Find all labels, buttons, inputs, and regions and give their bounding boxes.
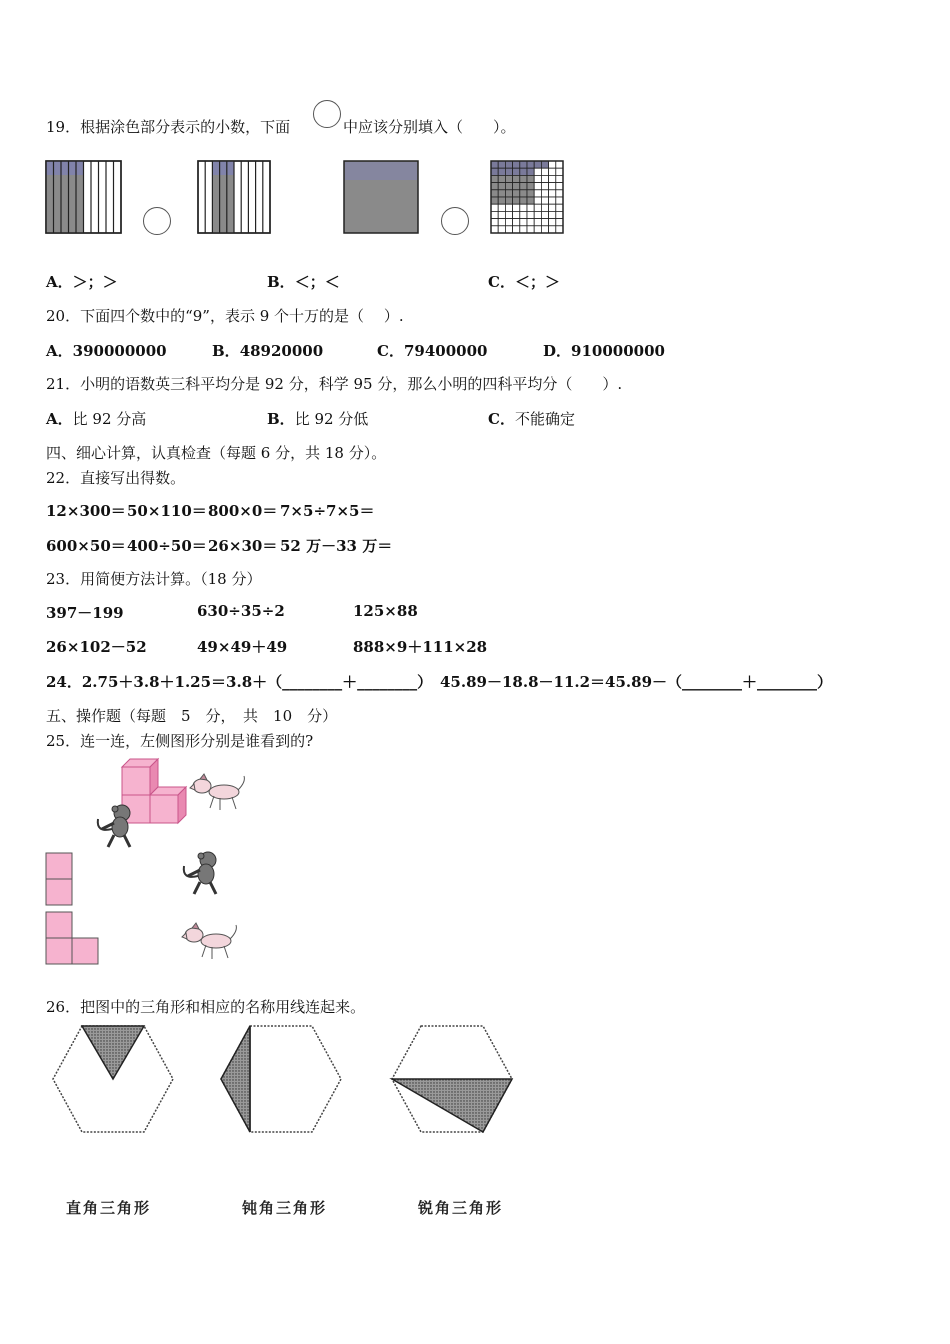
q21-option-a[interactable]: A．比 92 分高 <box>46 410 147 428</box>
grid-cell <box>549 219 556 226</box>
grid-cell <box>520 168 527 175</box>
grid-cell <box>534 197 541 204</box>
grid-cell <box>520 197 527 204</box>
grid-cell <box>498 175 505 182</box>
q21-option-c[interactable]: C．不能确定 <box>488 410 575 428</box>
q21-stem: 21．小明的语数英三科平均分是 92 分，科学 95 分，那么小明的四科平均分（ ）. <box>46 375 623 393</box>
hexagon-acute-triangle <box>391 1025 513 1133</box>
dog-icon <box>190 772 248 814</box>
grid-cell <box>556 226 563 233</box>
grid-cell <box>491 197 498 204</box>
q22-item: 7×5÷7×5＝ <box>280 502 375 520</box>
grid-cell <box>520 183 527 190</box>
grid-cell <box>505 183 512 190</box>
grid-cell <box>498 219 505 226</box>
view-l-shape <box>46 912 98 964</box>
grid-cell <box>527 168 534 175</box>
grid-cell <box>527 175 534 182</box>
grid-cell <box>520 204 527 211</box>
q24-part-2: 45.89－18.8－11.2＝45.89－（________＋________） <box>440 673 833 691</box>
hexagon-obtuse-triangle <box>220 1025 342 1133</box>
grid-cell <box>505 226 512 233</box>
grid-cell <box>549 183 556 190</box>
grid-cell <box>534 211 541 218</box>
grid-cell <box>498 161 505 168</box>
grid-cell <box>541 183 548 190</box>
grid-cell <box>520 211 527 218</box>
grid-cell <box>498 226 505 233</box>
grid-cell <box>505 190 512 197</box>
q22-item: 600×50＝ <box>46 537 126 555</box>
grid-cell <box>505 168 512 175</box>
q20-option-d[interactable]: D．910000000 <box>543 342 665 360</box>
figure-whole <box>344 161 418 233</box>
grid-cell <box>549 190 556 197</box>
grid-cell <box>513 183 520 190</box>
grid-cell <box>527 204 534 211</box>
q23-stem: 23．用简便方法计算。（18 分） <box>46 570 262 588</box>
grid-cell <box>534 204 541 211</box>
grid-cell <box>491 161 498 168</box>
monkey-icon <box>182 850 228 896</box>
grid-cell <box>513 197 520 204</box>
grid-cell <box>520 219 527 226</box>
q22-item: 50×110＝ <box>127 502 207 520</box>
grid-cell <box>541 197 548 204</box>
grid-cell <box>491 226 498 233</box>
q19-stem: 19．根据涂色部分表示的小数，下面 <box>46 118 291 136</box>
grid-cell <box>541 226 548 233</box>
grid-cell <box>527 226 534 233</box>
grid-cell <box>556 168 563 175</box>
grid-cell <box>498 190 505 197</box>
q23-item: 630÷35÷2 <box>197 602 285 620</box>
grid-cell <box>520 175 527 182</box>
grid-cell <box>491 190 498 197</box>
figure-tenths-a <box>46 161 121 233</box>
grid-cell <box>549 204 556 211</box>
q23-item: 26×102－52 <box>46 638 147 656</box>
grid-cell <box>541 204 548 211</box>
figure-hundredths <box>491 161 563 233</box>
q21-option-b[interactable]: B．比 92 分低 <box>267 410 369 428</box>
q23-item: 49×49＋49 <box>197 638 288 656</box>
grid-cell <box>505 175 512 182</box>
grid-cell <box>491 211 498 218</box>
grid-cell <box>541 168 548 175</box>
q26-stem: 26．把图中的三角形和相应的名称用线连起来。 <box>46 998 366 1016</box>
grid-cell <box>556 219 563 226</box>
blank-circle <box>313 100 341 128</box>
q25-stem: 25．连一连，左侧图形分别是谁看到的? <box>46 732 314 750</box>
grid-cell <box>534 161 541 168</box>
compare-circle-1[interactable] <box>143 207 171 235</box>
grid-cell <box>527 197 534 204</box>
grid-cell <box>491 204 498 211</box>
grid-cell <box>556 175 563 182</box>
grid-cell <box>513 219 520 226</box>
figure-tenths-b <box>198 161 270 233</box>
grid-cell <box>505 161 512 168</box>
grid-cell <box>541 219 548 226</box>
grid-cell <box>549 175 556 182</box>
grid-cell <box>498 168 505 175</box>
grid-cell <box>541 161 548 168</box>
q22-item: 26×30＝ <box>208 537 278 555</box>
grid-cell <box>505 211 512 218</box>
grid-cell <box>527 211 534 218</box>
grid-cell <box>491 168 498 175</box>
grid-cell <box>513 226 520 233</box>
q19-stem-2: 中应该分别填入（ ）。 <box>343 118 516 136</box>
grid-cell <box>491 175 498 182</box>
grid-cell <box>505 204 512 211</box>
view-two-squares <box>46 853 72 905</box>
q22-item: 52 万－33 万＝ <box>280 537 393 555</box>
grid-cell <box>534 175 541 182</box>
grid-cell <box>491 219 498 226</box>
grid-cell <box>498 211 505 218</box>
grid-cell <box>513 190 520 197</box>
monkey-icon <box>94 803 140 849</box>
q22-item: 800×0＝ <box>208 502 278 520</box>
q22-item: 12×300＝ <box>46 502 126 520</box>
grid-cell <box>513 175 520 182</box>
grid-cell <box>527 183 534 190</box>
grid-cell <box>556 161 563 168</box>
grid-cell <box>556 190 563 197</box>
grid-cell <box>527 190 534 197</box>
section-5-heading: 五、操作题（每题 5 分， 共 10 分） <box>46 707 338 725</box>
q24-part-1: 24．2.75＋3.8＋1.25＝3.8＋（________＋________） <box>46 673 433 691</box>
grid-cell <box>556 197 563 204</box>
grid-cell <box>513 168 520 175</box>
section-4-heading: 四、细心计算，认真检查（每题 6 分，共 18 分）。 <box>46 444 387 462</box>
q23-item: 888×9＋111×28 <box>353 638 488 656</box>
grid-cell <box>534 190 541 197</box>
q19-option-c[interactable]: C．＜；＞ <box>488 273 560 291</box>
q20-option-a[interactable]: A．390000000 <box>46 342 167 360</box>
grid-cell <box>549 168 556 175</box>
hexagon-right-triangle <box>52 1025 174 1133</box>
grid-cell <box>513 211 520 218</box>
grid-cell <box>556 183 563 190</box>
grid-cell <box>491 183 498 190</box>
grid-cell <box>549 211 556 218</box>
grid-cell <box>541 190 548 197</box>
grid-cell <box>498 197 505 204</box>
q19-option-b[interactable]: B．＜；＜ <box>267 273 340 291</box>
q20-option-c[interactable]: C．79400000 <box>377 342 488 360</box>
grid-cell <box>505 197 512 204</box>
grid-cell <box>520 161 527 168</box>
q23-item: 397－199 <box>46 604 124 622</box>
label-right-triangle[interactable]: 直角三角形 <box>66 1199 152 1217</box>
grid-cell <box>520 190 527 197</box>
dog-icon <box>182 921 240 963</box>
grid-cell <box>498 204 505 211</box>
q22-item: 400÷50＝ <box>127 537 207 555</box>
grid-cell <box>549 197 556 204</box>
q20-option-b[interactable]: B．48920000 <box>212 342 324 360</box>
grid-cell <box>505 219 512 226</box>
label-acute-triangle[interactable]: 锐角三角形 <box>418 1199 504 1217</box>
q19-option-a[interactable]: A．＞；＞ <box>46 273 118 291</box>
grid-cell <box>498 183 505 190</box>
grid-cell <box>527 161 534 168</box>
grid-cell <box>534 219 541 226</box>
grid-cell <box>513 161 520 168</box>
grid-cell <box>513 204 520 211</box>
label-obtuse-triangle[interactable]: 钝角三角形 <box>242 1199 328 1217</box>
grid-cell <box>541 175 548 182</box>
grid-cell <box>541 211 548 218</box>
grid-cell <box>549 161 556 168</box>
q22-stem: 22．直接写出得数。 <box>46 469 186 487</box>
q20-stem: 20．下面四个数中的“9”，表示 9 个十万的是（ ）. <box>46 307 404 325</box>
grid-cell <box>556 204 563 211</box>
grid-cell <box>549 226 556 233</box>
compare-circle-2[interactable] <box>441 207 469 235</box>
grid-cell <box>520 226 527 233</box>
grid-cell <box>527 219 534 226</box>
grid-cell <box>534 168 541 175</box>
grid-cell <box>534 183 541 190</box>
grid-cell <box>534 226 541 233</box>
grid-cell <box>556 211 563 218</box>
q23-item: 125×88 <box>353 602 418 620</box>
